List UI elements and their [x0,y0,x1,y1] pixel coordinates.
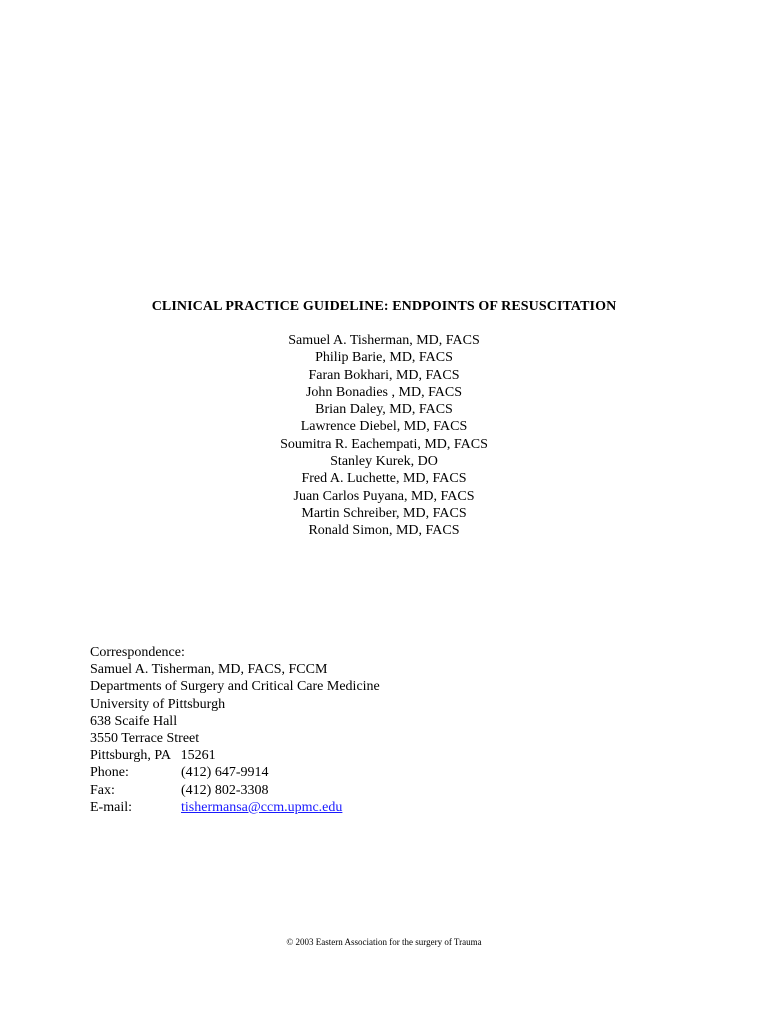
correspondence-institution: University of Pittsburgh [90,696,226,712]
author-item: John Bonadies , MD, FACS [305,384,463,400]
fax-label: Fax: [90,782,115,798]
phone-row [90,764,690,781]
author-item: Stanley Kurek, DO [330,454,438,470]
author-item: Brian Daley, MD, FACS [315,402,453,418]
author-item: Faran Bokhari, MD, FACS [308,367,460,383]
correspondence-address-line-2: 3550 Terrace Street [90,731,200,747]
author-item: Lawrence Diebel, MD, FACS [300,419,468,435]
copyright-footer: © 2003 Eastern Association for the surgery of Trauma [286,937,482,947]
author-item: Fred A. Luchette, MD, FACS [301,471,467,487]
email-row [90,799,690,816]
author-item: Martin Schreiber, MD, FACS [301,505,467,521]
author-item: Soumitra R. Eachempati, MD, FACS [280,436,488,452]
correspondence-department: Departments of Surgery and Critical Care Medicine [90,679,380,695]
email-label: E-mail: [90,799,132,815]
correspondence-block [90,644,690,816]
correspondence-address-line-1: 638 Scaife Hall [90,713,178,729]
email-link[interactable]: tishermansa@ccm.upmc.edu [181,799,343,815]
author-item: Philip Barie, MD, FACS [315,350,453,366]
document-title: CLINICAL PRACTICE GUIDELINE: ENDPOINTS OF RESUSCITATION [151,299,617,314]
fax-value: (412) 802-3308 [181,782,269,798]
fax-row [90,782,690,799]
author-list [0,332,768,540]
author-item: Samuel A. Tisherman, MD, FACS [288,333,480,348]
phone-label: Phone: [90,765,129,781]
author-item: Ronald Simon, MD, FACS [308,523,460,539]
correspondence-city-state-zip: Pittsburgh, PA 15261 [90,748,216,764]
phone-value: (412) 647-9914 [181,765,269,781]
author-item: Juan Carlos Puyana, MD, FACS [293,488,475,504]
correspondence-name: Samuel A. Tisherman, MD, FACS, FCCM [90,662,328,678]
correspondence-heading: Correspondence: [90,645,185,660]
